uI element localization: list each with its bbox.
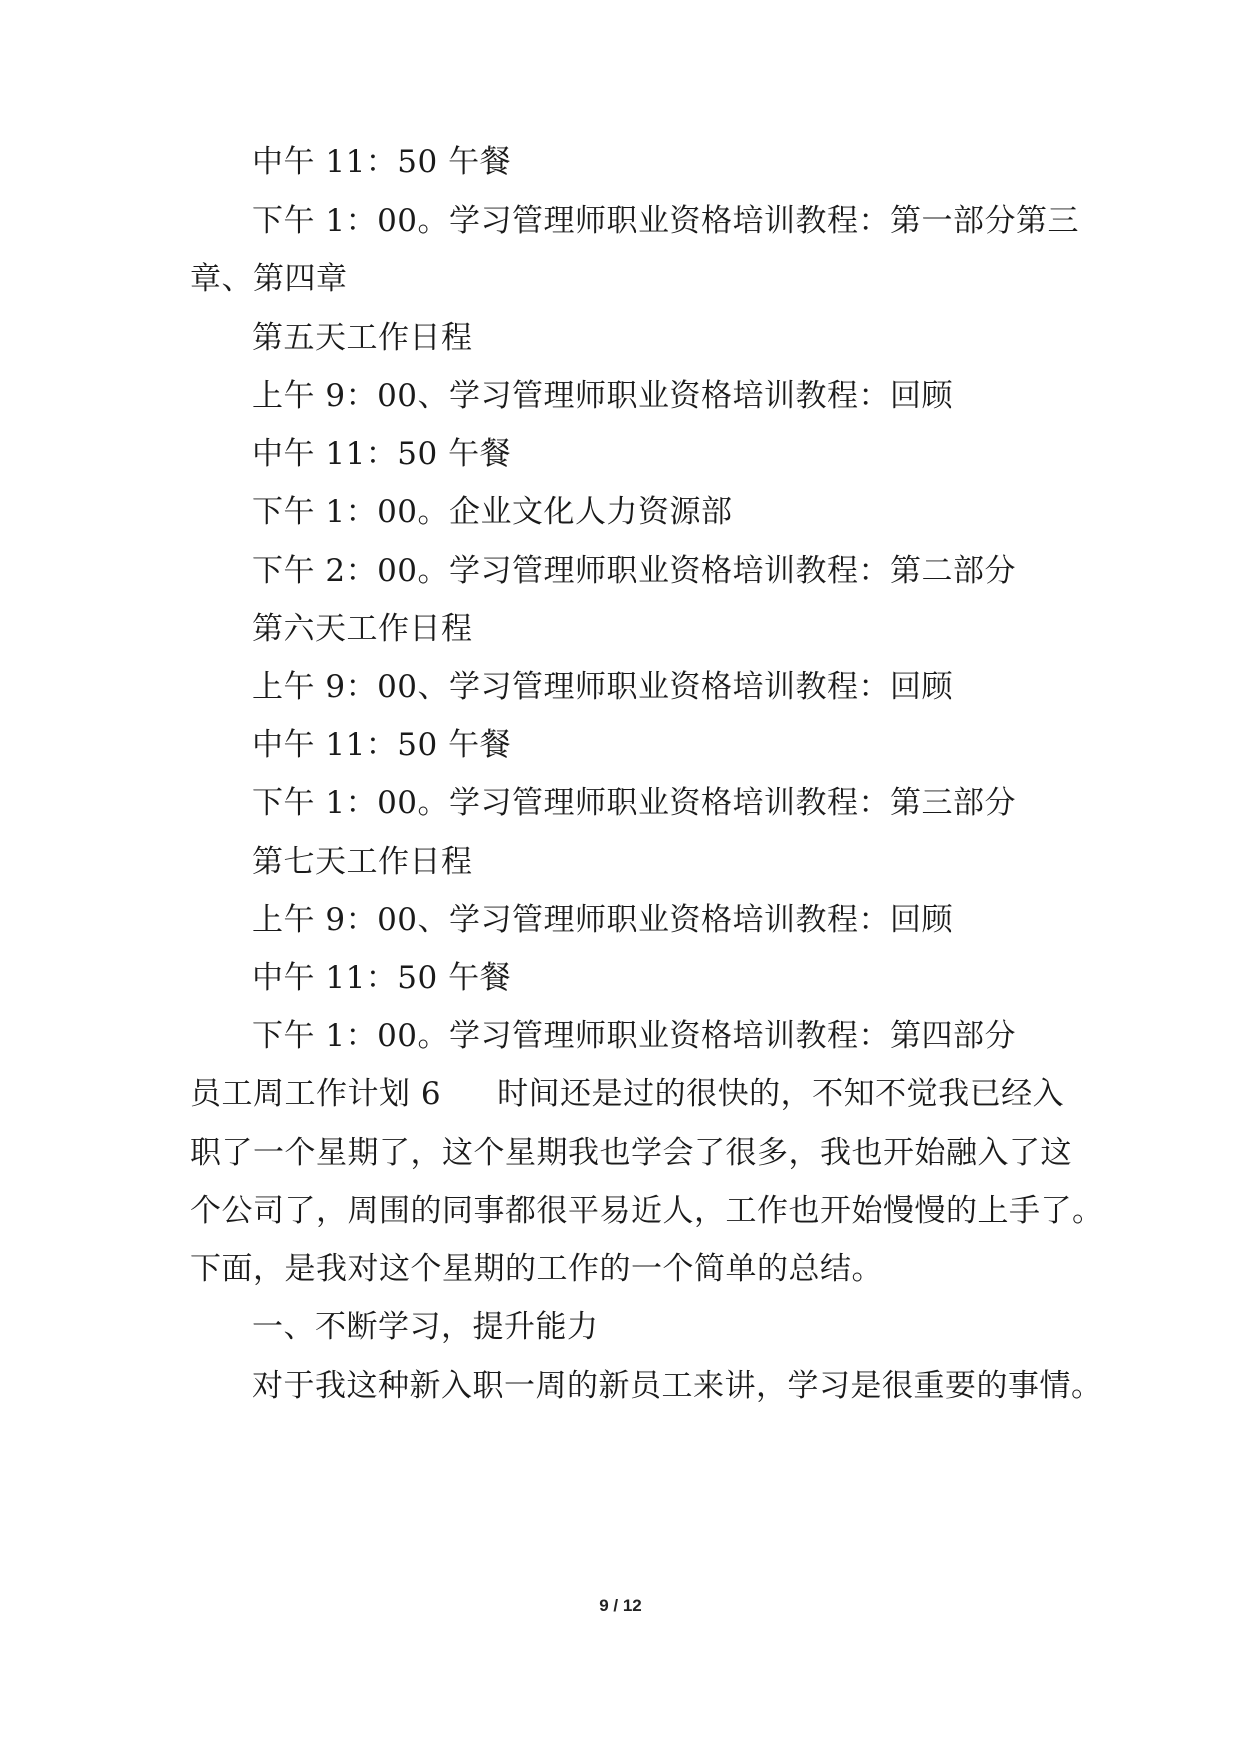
paragraph-text: 时间还是过的很快的，不知不觉我已经入 bbox=[497, 1076, 1065, 1112]
paragraph-line: 职了一个星期了，这个星期我也学会了很多，我也开始融入了这 bbox=[190, 1135, 1072, 1171]
schedule-line: 下午 1：00。学习管理师职业资格培训教程：第一部分第三 bbox=[252, 203, 1080, 239]
schedule-line: 下午 1：00。学习管理师职业资格培训教程：第四部分 bbox=[252, 1018, 1017, 1054]
schedule-line: 中午 11：50 午餐 bbox=[252, 436, 512, 472]
schedule-line: 下午 1：00。企业文化人力资源部 bbox=[252, 494, 733, 530]
section-title: 员工周工作计划 6 bbox=[190, 1076, 442, 1112]
schedule-line: 下午 2：00。学习管理师职业资格培训教程：第二部分 bbox=[252, 553, 1017, 589]
paragraph-line: 对于我这种新入职一周的新员工来讲，学习是很重要的事情。 bbox=[252, 1368, 1103, 1404]
subheading: 一、不断学习，提升能力 bbox=[252, 1309, 599, 1345]
schedule-line: 中午 11：50 午餐 bbox=[252, 727, 512, 763]
day-heading: 第五天工作日程 bbox=[252, 320, 473, 356]
schedule-line: 下午 1：00。学习管理师职业资格培训教程：第三部分 bbox=[252, 785, 1017, 821]
schedule-line: 上午 9：00、学习管理师职业资格培训教程：回顾 bbox=[252, 669, 954, 705]
schedule-line: 中午 11：50 午餐 bbox=[252, 960, 512, 996]
day-heading: 第七天工作日程 bbox=[252, 844, 473, 880]
day-heading: 第六天工作日程 bbox=[252, 611, 473, 647]
schedule-line: 上午 9：00、学习管理师职业资格培训教程：回顾 bbox=[252, 902, 954, 938]
section-title-line bbox=[190, 1074, 1064, 1114]
schedule-line: 上午 9：00、学习管理师职业资格培训教程：回顾 bbox=[252, 378, 954, 414]
schedule-line: 中午 11：50 午餐 bbox=[252, 144, 512, 180]
page-number: 9 / 12 bbox=[599, 1596, 642, 1615]
schedule-line-continuation: 章、第四章 bbox=[190, 261, 348, 297]
paragraph-line: 下面，是我对这个星期的工作的一个简单的总结。 bbox=[190, 1251, 883, 1287]
paragraph-line: 个公司了，周围的同事都很平易近人，工作也开始慢慢的上手了。 bbox=[190, 1193, 1104, 1229]
